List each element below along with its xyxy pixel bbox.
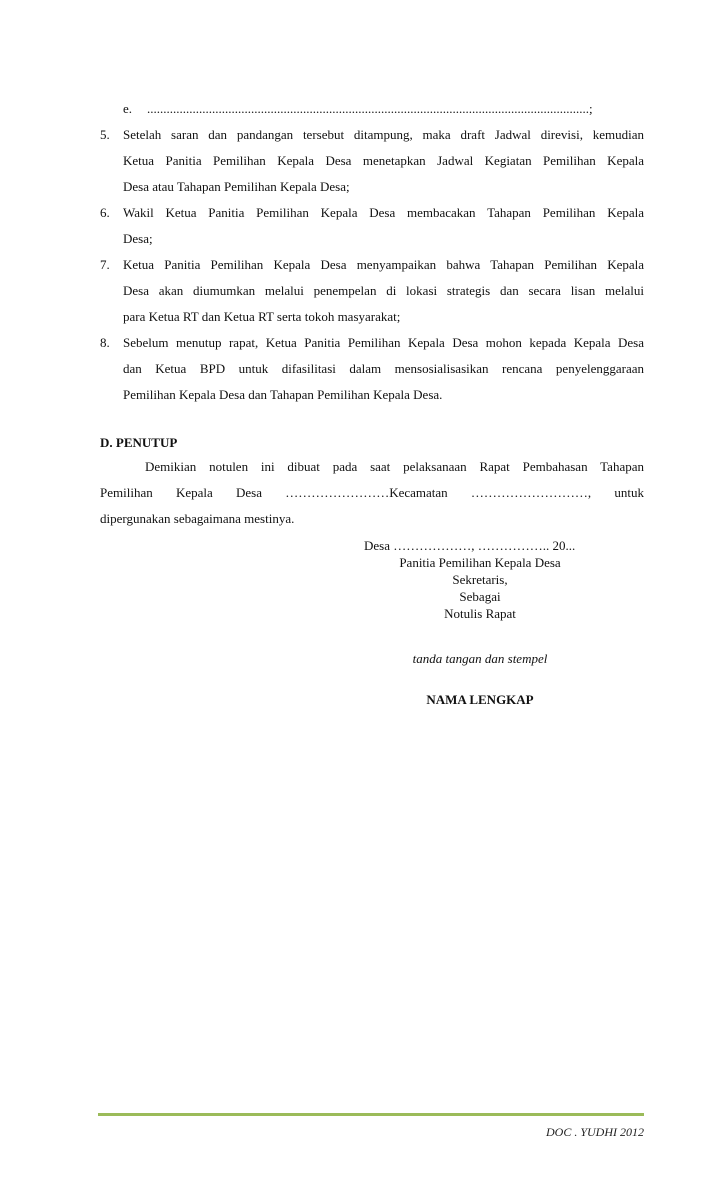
list-item-7: [100, 252, 644, 330]
signature-committee: Panitia Pemilihan Kepala Desa: [399, 555, 561, 570]
list-item-number: 8.: [100, 335, 110, 350]
footer-rule: [98, 1113, 644, 1116]
signature-notulis: Notulis Rapat: [444, 606, 516, 621]
sign-stamp-note: tanda tangan dan stempel: [412, 651, 548, 666]
list-item-line: Wakil Ketua Panitia Pemilihan Kepala Desa membacakan Tahapan Pemilihan Kepala: [123, 205, 644, 220]
paragraph-line: Pemilihan Kepala Desa ……………………Kecamatan ………………………, untuk: [100, 485, 644, 500]
list-item-number: 6.: [100, 205, 110, 220]
list-item-number: 7.: [100, 257, 110, 272]
list-item-line: Desa atau Tahapan Pemilihan Kepala Desa;: [123, 179, 350, 194]
list-item-line: Ketua Panitia Pemilihan Kepala Desa menyampaikan bahwa Tahapan Pemilihan Kepala: [123, 257, 644, 272]
list-item-line: para Ketua RT dan Ketua RT serta tokoh masyarakat;: [123, 309, 401, 324]
list-item-line: Desa;: [123, 231, 153, 246]
list-subitem-e: [100, 96, 644, 122]
signer-name: NAMA LENGKAP: [426, 692, 534, 707]
place-date: Desa ………………, …………….. 20...: [364, 538, 576, 553]
list-item-line: Ketua Panitia Pemilihan Kepala Desa menetapkan Jadwal Kegiatan Pemilihan Kepala: [123, 153, 644, 168]
subitem-label: e.: [123, 101, 133, 116]
list-item-line: Setelah saran dan pandangan tersebut ditampung, maka draft Jadwal direvisi, kemudian: [123, 127, 644, 142]
subitem-dots: ........................................................................................................................................;: [147, 101, 593, 116]
signature-role: Sekretaris,: [452, 572, 508, 587]
list-item-line: Desa akan diumumkan melalui penempelan di lokasi strategis dan secara lisan melalui: [123, 283, 644, 298]
list-item-line: Sebelum menutup rapat, Ketua Panitia Pemilihan Kepala Desa mohon kepada Kepala Desa: [123, 335, 644, 350]
paragraph-line: dipergunakan sebagaimana mestinya.: [100, 511, 295, 526]
footer-text: DOC . YUDHI 2012: [545, 1125, 644, 1139]
list-item-line: Pemilihan Kepala Desa dan Tahapan Pemilihan Kepala Desa.: [123, 387, 443, 402]
signature-as: Sebagai: [459, 589, 501, 604]
list-item-5: [100, 122, 644, 200]
list-item-line: dan Ketua BPD untuk difasilitasi dalam mensosialisasikan rencana penyelenggaraan: [123, 361, 644, 376]
document-body: [100, 96, 644, 532]
section-heading-penutup: D. PENUTUP: [100, 435, 178, 450]
paragraph-line: Demikian notulen ini dibuat pada saat pelaksanaan Rapat Pembahasan Tahapan: [145, 459, 644, 474]
signature-block: [340, 537, 620, 708]
closing-paragraph: [100, 454, 644, 532]
list-item-8: [100, 330, 644, 408]
list-item-6: [100, 200, 644, 252]
list-item-number: 5.: [100, 127, 110, 142]
